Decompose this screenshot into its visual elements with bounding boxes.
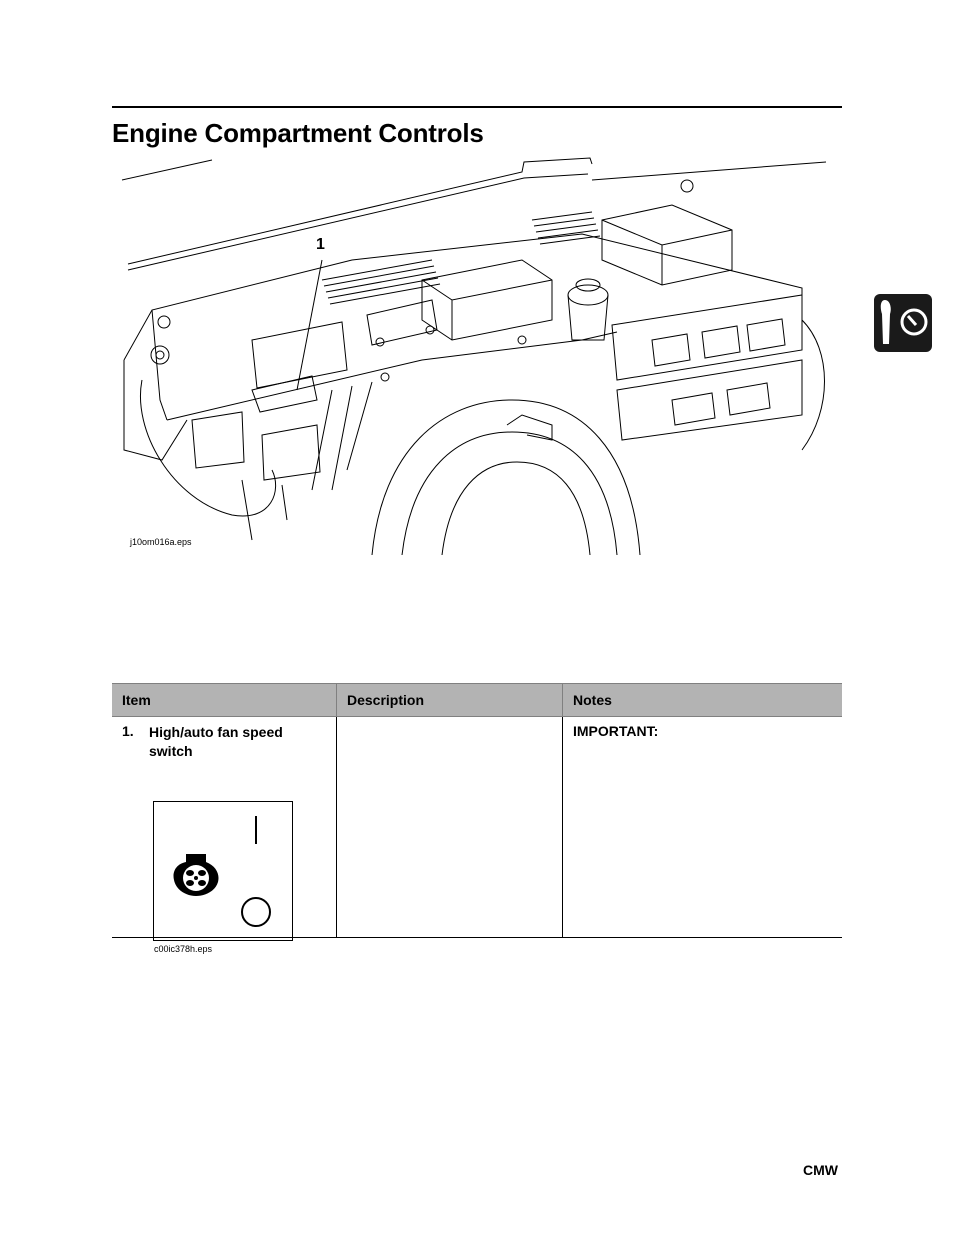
description-cell [337,717,563,938]
engine-compartment-illustration [112,150,842,555]
notes-cell [563,717,843,938]
item-cell [112,717,337,954]
footer-code: CMW [803,1162,838,1178]
title-rule [112,106,842,108]
fan-speed-switch-figure [153,801,293,941]
fan-speed-switch-icon [154,802,294,942]
figure-file-name: j10om016a.eps [130,537,192,547]
controls-tab [874,294,932,352]
header-notes: Notes [563,684,843,717]
figure-callout: 1 [316,236,325,253]
header-description: Description [337,684,563,717]
table-row [112,717,842,938]
switch-figure-file-name: c00ic378h.eps [154,944,213,954]
page-title: Engine Compartment Controls [112,118,484,148]
header-item: Item [112,684,337,717]
notes-important: IMPORTANT: [573,723,659,739]
item-label: High/auto fan speed switch [149,724,283,759]
controls-table [112,683,842,954]
item-number: 1. [122,723,134,739]
controls-tab-icon [874,294,932,352]
